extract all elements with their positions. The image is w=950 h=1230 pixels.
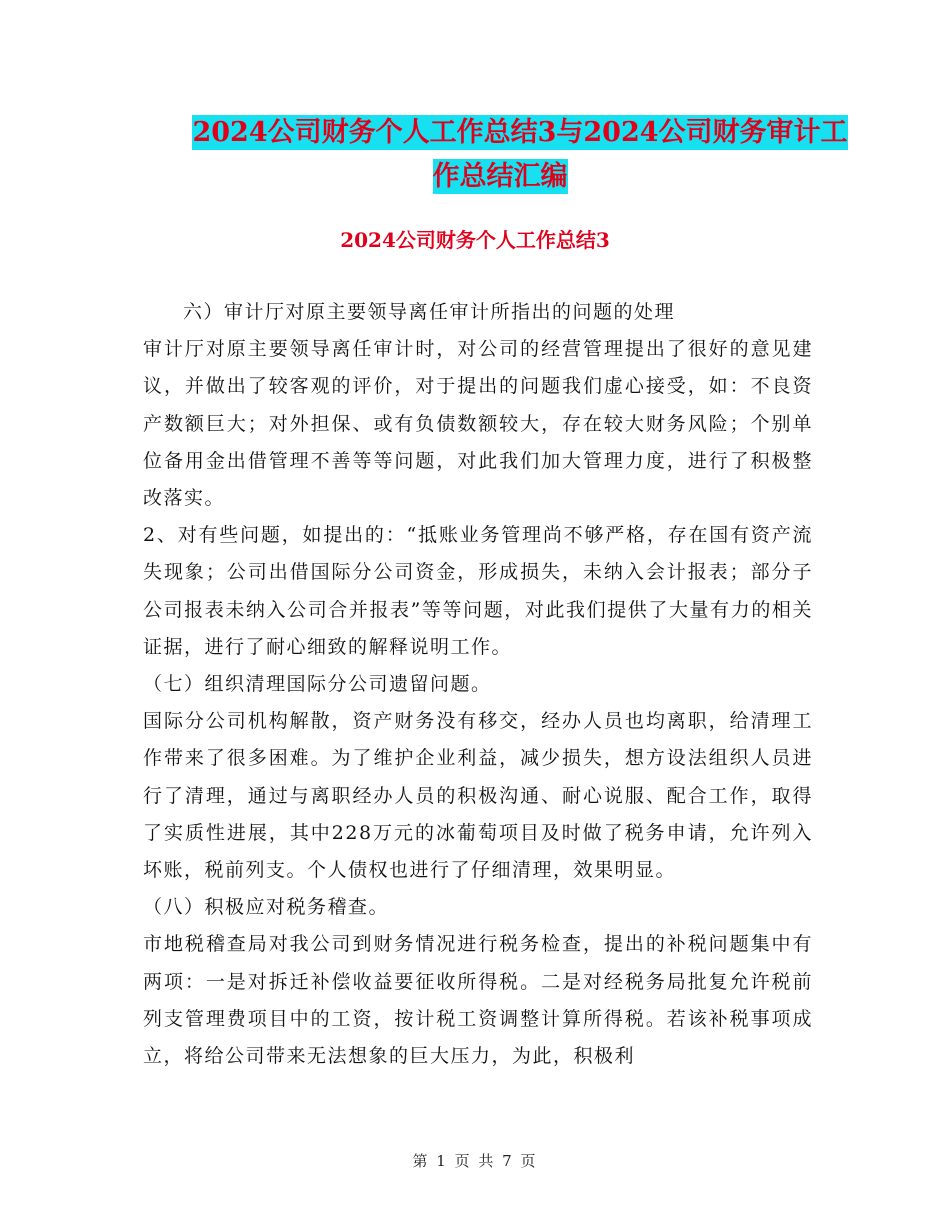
paragraph-heading-6: 六）审计厅对原主要领导离任审计所指出的问题的处理 [183,301,676,323]
document-body [143,294,813,1075]
document-title-line-2 [150,155,850,199]
document-title-line-1 [170,111,870,155]
paragraph-heading-7: （七）组织清理国际分公司遗留问题。 [143,673,492,696]
paragraph: 2、对有些问题，如提出的：“抵账业务管理尚不够严格，存在国有资产流失现象；公司出借国际分公司资金，形成损失，未纳入会计报表；部分子公司报表未纳入公司合并报表”等等问题，对此我们提供了大量有力的相关证据，进行了耐心细致的解释说明工作。 [143,524,813,658]
page-footer: 第 1 页 共 7 页 [412,1152,538,1170]
paragraph: 市地税稽查局对我公司到财务情况进行税务检查，提出的补税问题集中有两项：一是对拆迁补偿收益要征收所得税。二是对经税务局批复允许税前列支管理费项目中的工资，按计税工资调整计算所得税。若该补税事项成立，将给公司带来无法想象的巨大压力，为此，积极利 [143,933,813,1068]
document-title-line-2-text: 作总结汇编 [432,161,568,192]
paragraph-heading-8: （八）积极应对税务稽查。 [143,896,390,919]
document-title-line-1-text: 2024公司财务个人工作总结3与2024公司财务审计工 [192,117,848,148]
paragraph: 国际分公司机构解散，资产财务没有移交，经办人员也均离职，给清理工作带来了很多困难。为了维护企业利益，减少损失，想方设法组织人员进行了清理，通过与离职经办人员的积极沟通、耐心说服、配合工作，取得了实质性进展，其中228万元的冰葡萄项目及时做了税务申请，允许列入坏账，税前列支。个人债权也进行了仔细清理，效果明显。 [143,710,813,882]
paragraph: 审计厅对原主要领导离任审计时，对公司的经营管理提出了很好的意见建议，并做出了较客观的评价，对于提出的问题我们虚心接受，如：不良资产数额巨大；对外担保、或有负债数额较大，存在较大财务风险；个别单位备用金出借管理不善等等问题，对此我们加大管理力度，进行了积极整改落实。 [143,338,813,510]
section-subtitle: 2024公司财务个人工作总结3 [340,228,610,252]
